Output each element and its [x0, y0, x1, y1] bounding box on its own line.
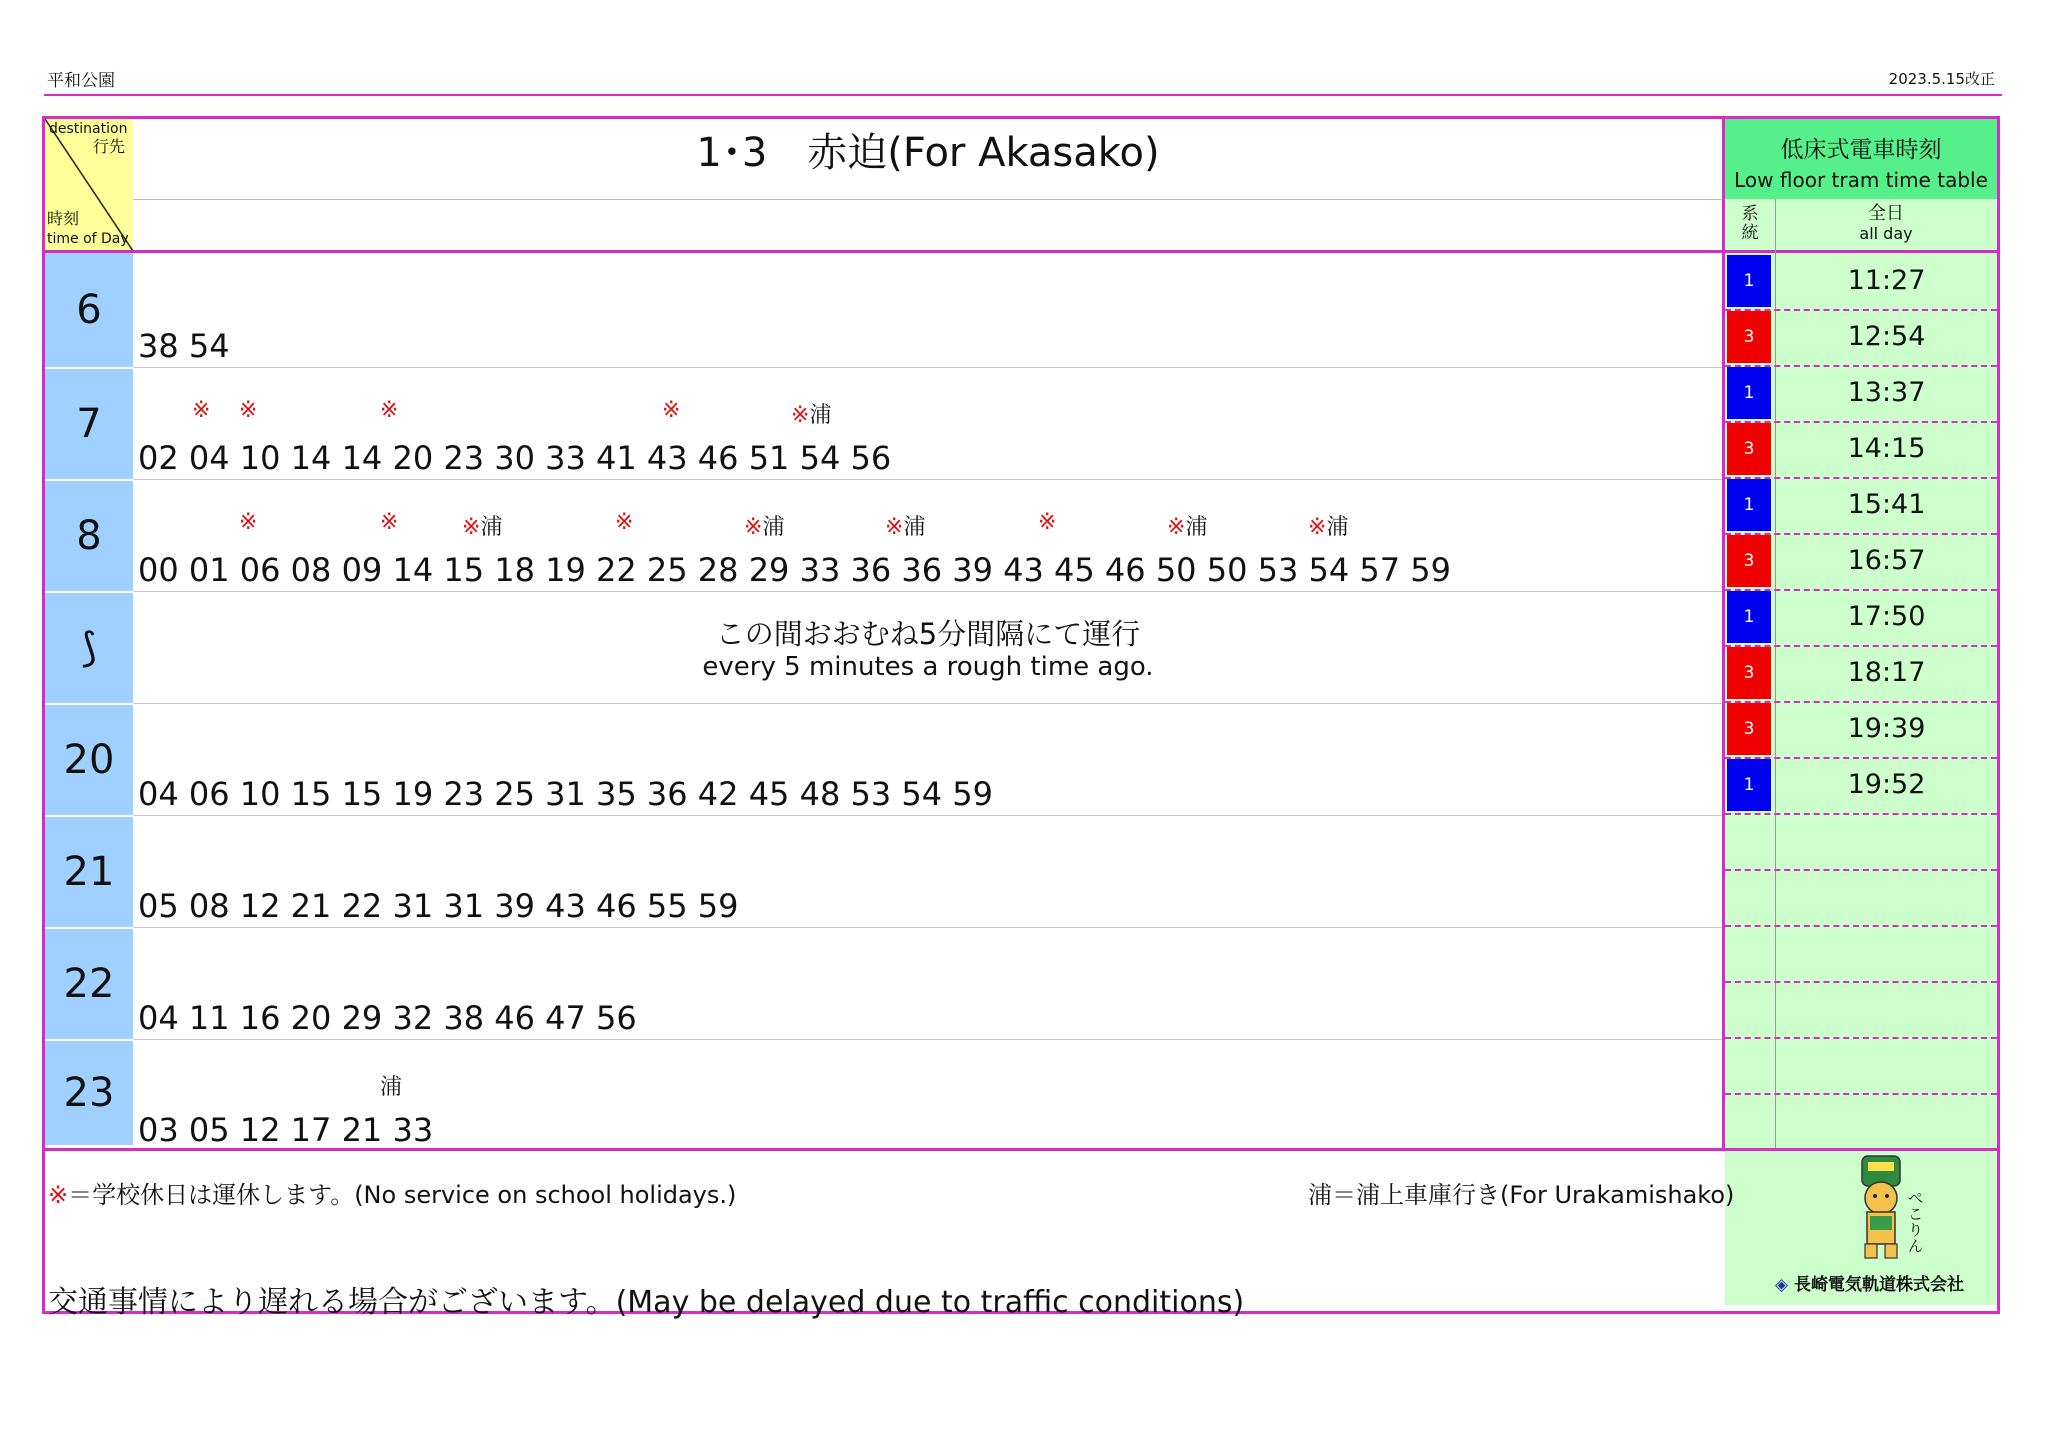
- low-floor-row-divider: [1725, 365, 1997, 367]
- low-floor-time: 13:37: [1847, 377, 1926, 408]
- low-floor-row-divider: [1725, 701, 1997, 703]
- hour-label: 6: [45, 253, 133, 367]
- system-badge: 1: [1727, 367, 1771, 419]
- system-badge: 1: [1727, 479, 1771, 531]
- school-day-mark: ※: [615, 510, 634, 535]
- corner-header: [45, 119, 133, 251]
- school-day-urakami-mark: ※浦: [744, 515, 785, 540]
- low-floor-title: [1725, 119, 1997, 199]
- mascot-illustration: [1832, 1150, 1942, 1270]
- system-column-label: 系 統: [1741, 204, 1759, 243]
- low-floor-time: 18:17: [1847, 657, 1926, 688]
- departure-minutes: 05 08 12 21 22 31 31 39 43 46 55 59: [138, 887, 739, 925]
- low-floor-time: 19:39: [1847, 713, 1926, 744]
- low-floor-row-divider: [1725, 813, 1997, 815]
- school-day-urakami-mark: ※浦: [462, 515, 503, 540]
- note-mark: ※: [48, 1181, 69, 1209]
- school-day-mark: ※: [239, 398, 258, 423]
- panel-divider: [1722, 119, 1725, 1149]
- low-floor-title-jp: 低床式電車時刻: [1780, 137, 1942, 163]
- hour-label: ⟆: [45, 593, 133, 703]
- low-floor-row-divider: [1725, 1037, 1997, 1039]
- low-floor-time: 11:27: [1847, 265, 1926, 296]
- school-day-urakami-mark: ※浦: [885, 515, 926, 540]
- interval-note-jp: この間おおむね5分間隔にて運行: [715, 617, 1141, 651]
- low-floor-time: 15:41: [1847, 489, 1926, 520]
- header-divider: [44, 94, 2002, 96]
- footer-border: [45, 1148, 1997, 1151]
- low-floor-row-divider: [1725, 589, 1997, 591]
- corner-dest-en: destination: [49, 121, 128, 137]
- system-column-header: [1725, 199, 1775, 250]
- system-badge: 3: [1727, 311, 1771, 363]
- school-day-mark: ※: [1038, 510, 1057, 535]
- school-day-mark: ※: [380, 510, 399, 535]
- mascot-speech: ぺこりん: [1908, 1189, 1924, 1255]
- system-badge: 3: [1727, 647, 1771, 699]
- delay-note: 交通事情により遅れる場合がございます。(May be delayed due to traffic conditions): [48, 1285, 1245, 1320]
- all-day-label-jp: 全日: [1868, 203, 1904, 224]
- corner-dest-jp: 行先: [93, 137, 126, 156]
- low-floor-row-divider: [1725, 477, 1997, 479]
- all-day-column-header: [1775, 199, 1997, 250]
- school-day-urakami-mark: ※浦: [791, 403, 832, 428]
- low-floor-title-en: Low floor tram time table: [1734, 168, 1988, 192]
- hour-label: 22: [45, 929, 133, 1039]
- low-floor-time: 17:50: [1847, 601, 1926, 632]
- header-bottom-border: [45, 250, 1997, 253]
- all-day-label-en: all day: [1859, 224, 1913, 243]
- low-floor-time: 12:54: [1847, 321, 1926, 352]
- system-badge: 1: [1727, 591, 1771, 643]
- school-day-urakami-mark: ※浦: [1308, 515, 1349, 540]
- low-floor-row-divider: [1725, 533, 1997, 535]
- system-badge: 3: [1727, 703, 1771, 755]
- school-day-mark: ※: [192, 398, 211, 423]
- row-divider: [133, 927, 1723, 928]
- row-divider: [133, 703, 1723, 704]
- departure-minutes: 02 04 10 14 14 20 23 30 33 41 43 46 51 54 56: [138, 439, 892, 477]
- route-title: 1･3 赤迫(For Akasako): [696, 130, 1160, 176]
- station-name: 平和公園: [47, 71, 115, 91]
- row-divider: [133, 479, 1723, 480]
- system-badge: 1: [1727, 255, 1771, 307]
- hour-label: 20: [45, 705, 133, 815]
- school-holiday-text: ＝学校休日は運休します。(No service on school holidays.): [68, 1181, 737, 1209]
- company-logo-icon: ◈: [1775, 1275, 1789, 1295]
- hour-label: 21: [45, 817, 133, 927]
- school-day-mark: ※: [662, 398, 681, 423]
- low-floor-row-divider: [1725, 1093, 1997, 1095]
- hour-label: 8: [45, 481, 133, 591]
- departure-minutes: 03 05 12 17 21 33: [138, 1111, 434, 1149]
- revision-date: 2023.5.15改正: [1888, 70, 1995, 88]
- low-floor-row-divider: [1725, 925, 1997, 927]
- low-floor-row-divider: [1725, 309, 1997, 311]
- row-divider: [133, 1039, 1723, 1040]
- company-name: [1775, 1270, 1964, 1295]
- school-day-mark: ※: [380, 398, 399, 423]
- low-floor-time: 14:15: [1847, 433, 1926, 464]
- school-day-mark: ※: [239, 510, 258, 535]
- corner-time-en: time of Day: [47, 231, 129, 247]
- system-badge: 1: [1727, 759, 1771, 811]
- company-name-text: 長崎電気軌道株式会社: [1794, 1275, 1964, 1295]
- low-floor-row-divider: [1725, 757, 1997, 759]
- row-divider: [133, 815, 1723, 816]
- departure-minutes: 00 01 06 08 09 14 15 18 19 22 25 28 29 33 36 36 39 43 45 46 50 50 53 54 57 59: [138, 551, 1451, 589]
- corner-time-jp: 時刻: [47, 209, 80, 228]
- title-underline: [133, 199, 1723, 200]
- low-floor-time: 19:52: [1847, 769, 1926, 800]
- system-badge: 3: [1727, 535, 1771, 587]
- row-divider: [133, 367, 1723, 368]
- low-floor-time: 16:57: [1847, 545, 1926, 576]
- departure-minutes: 04 06 10 15 15 19 23 25 31 35 36 42 45 48 53 54 59: [138, 775, 993, 813]
- school-day-urakami-mark: ※浦: [1167, 515, 1208, 540]
- school-holiday-note: [48, 1175, 736, 1210]
- urakami-mark: 浦: [380, 1075, 403, 1100]
- departure-minutes: 38 54: [138, 327, 230, 365]
- system-badge: 3: [1727, 423, 1771, 475]
- low-floor-row-divider: [1725, 645, 1997, 647]
- low-floor-row-divider: [1725, 869, 1997, 871]
- urakami-note: 浦＝浦上車庫行き(For Urakamishako): [1308, 1181, 1735, 1209]
- low-floor-row-divider: [1725, 421, 1997, 423]
- hour-label: 23: [45, 1041, 133, 1145]
- departure-minutes: 04 11 16 20 29 32 38 46 47 56: [138, 999, 637, 1037]
- low-floor-row-divider: [1725, 981, 1997, 983]
- hour-label: 7: [45, 369, 133, 479]
- interval-note-en: every 5 minutes a rough time ago.: [702, 652, 1154, 682]
- row-divider: [133, 591, 1723, 592]
